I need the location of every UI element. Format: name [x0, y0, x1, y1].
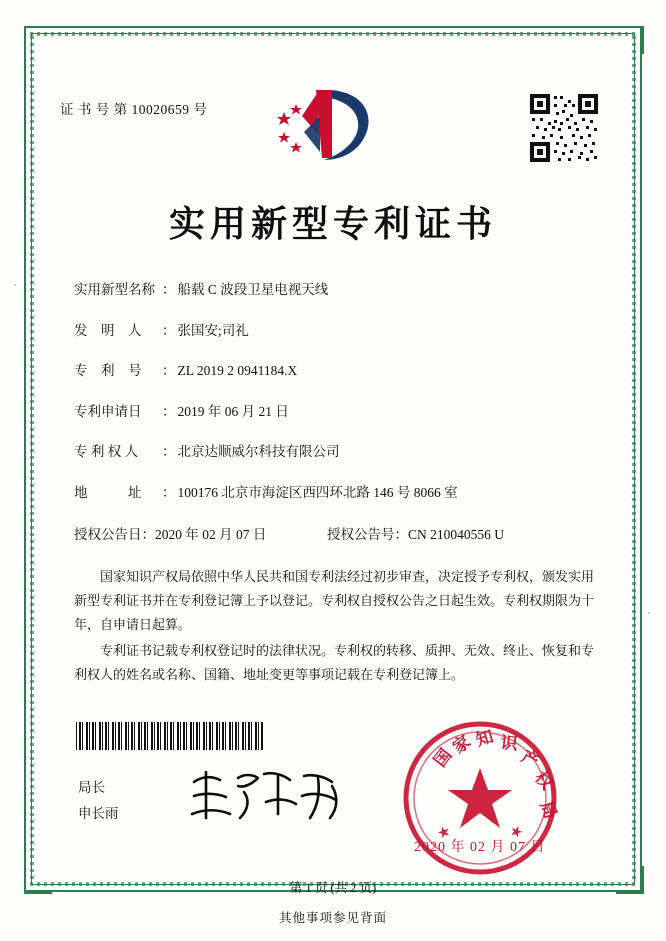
page-title: 实用新型专利证书 [168, 203, 497, 245]
corner-ornament-top-left [24, 26, 52, 54]
field-label: 实用新型名称 [74, 282, 155, 297]
page-indicator: 第 1 页 (共 2 页) [289, 881, 377, 895]
signature-name-label: 申长雨 [78, 805, 119, 821]
field-separator: ： [162, 484, 176, 500]
qr-code-icon [528, 92, 600, 164]
field-inventor [74, 321, 594, 341]
field-value: 张国安;司礼 [177, 322, 249, 338]
corner-ornament-top-right [616, 26, 644, 54]
field-label: 专利申请日 [74, 403, 142, 419]
grant-number-group [327, 523, 504, 543]
certificate-number: 证 书 号 第 10020659 号 [60, 102, 208, 117]
grant-number-label: 授权公告号 [327, 527, 395, 543]
grant-date-value: 2020 年 02 月 07 日 [155, 527, 267, 543]
field-separator: ： [162, 363, 176, 379]
barcode-icon [76, 722, 264, 750]
field-separator: ： [162, 403, 176, 419]
signature-role-label: 局长 [78, 780, 105, 795]
svg-text:权: 权 [530, 767, 557, 794]
field-value: 北京达顺威尔科技有限公司 [177, 444, 340, 460]
legal-text-block [74, 565, 594, 689]
grant-date-label: 授权公告日 [74, 527, 142, 543]
field-patentee [74, 442, 594, 462]
handwritten-signature-icon [186, 762, 346, 832]
paper-speck [648, 612, 650, 614]
svg-text:家: 家 [449, 731, 475, 759]
svg-text:★: ★ [432, 821, 456, 844]
field-value: ZL 2019 2 0941184.X [177, 363, 298, 379]
field-patent-number [74, 361, 594, 381]
svg-text:知: 知 [473, 726, 496, 751]
field-label: 地 址 [74, 484, 142, 500]
seal-date: 2020 年 02 月 07 日 [414, 840, 546, 855]
svg-text:识: 识 [499, 733, 519, 755]
field-utility-model-name [74, 280, 594, 300]
footer-note: 其他事项参见背面 [278, 911, 387, 925]
paragraph-register: 专利证书记载专利权登记时的法律状况。专利权的转移、质押、无效、终止、恢复和专利权人的姓名或名称、国籍、地址变更等事项记载在专利登记簿上。 [74, 643, 595, 683]
grant-date-separator: ： [141, 527, 155, 543]
grant-number-separator: ： [394, 527, 408, 543]
field-separator: ： [162, 444, 176, 460]
field-value: 100176 北京市海淀区西四环北路 146 号 8066 室 [177, 484, 458, 500]
field-separator: ： [162, 282, 176, 297]
grant-number-value: CN 210040556 U [408, 527, 505, 543]
svg-text:产: 产 [517, 746, 543, 773]
svg-text:★: ★ [504, 820, 528, 843]
paper-speck [14, 284, 16, 286]
field-list [74, 280, 594, 557]
field-application-date [74, 402, 594, 422]
field-value: 2019 年 06 月 21 日 [177, 403, 289, 419]
paragraph-grant: 国家知识产权局依照中华人民共和国专利法经过初步审查，决定授予专利权，颁发实用新型专利证书并在专利登记簿上予以登记。专利权自授权公告之日起生效。专利权期限为十年，自申请日起算。 [74, 569, 595, 633]
svg-text:局: 局 [535, 798, 560, 822]
field-label: 专 利 号 [74, 363, 142, 379]
cnipa-logo-icon [272, 86, 382, 164]
field-separator: ： [162, 322, 176, 338]
signature-labels [78, 775, 119, 826]
field-address [74, 483, 594, 503]
field-label: 发 明 人 [74, 322, 142, 338]
field-label: 专 利 权 人 [74, 444, 139, 460]
svg-text:国: 国 [430, 745, 457, 772]
grant-announcement-row [74, 523, 594, 543]
field-value: 船载 C 波段卫星电视天线 [177, 282, 329, 297]
